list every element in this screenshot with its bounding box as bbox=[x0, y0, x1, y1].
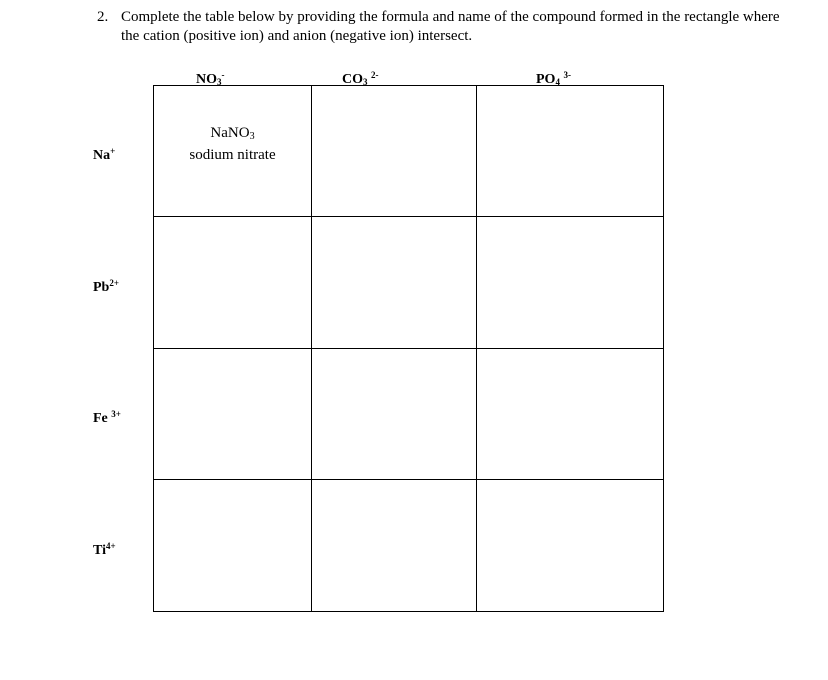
formula-base: NaNO bbox=[210, 125, 250, 141]
cation-symbol: Fe bbox=[93, 411, 108, 426]
cation-charge: 2+ bbox=[109, 278, 119, 288]
example-formula bbox=[154, 124, 311, 146]
anion-charge: - bbox=[221, 70, 225, 80]
example-answer-cell bbox=[154, 124, 311, 165]
row-header-titanium bbox=[93, 537, 116, 560]
example-name: sodium nitrate bbox=[189, 147, 276, 163]
anion-symbol: PO bbox=[536, 72, 556, 87]
formula-subscript: 3 bbox=[249, 131, 255, 142]
anion-charge: 2- bbox=[371, 70, 379, 80]
row-header-iron bbox=[93, 405, 121, 428]
row-header-sodium bbox=[93, 142, 115, 165]
anion-subscript: 3 bbox=[217, 77, 222, 87]
cation-charge: 3+ bbox=[111, 409, 121, 419]
row-divider bbox=[154, 479, 663, 480]
row-divider bbox=[154, 348, 663, 349]
anion-subscript: 4 bbox=[555, 77, 560, 87]
cation-symbol: Ti bbox=[93, 543, 106, 558]
anion-subscript: 3 bbox=[363, 77, 368, 87]
anion-charge: 3- bbox=[563, 70, 571, 80]
row-divider bbox=[154, 216, 663, 217]
anion-symbol: CO bbox=[342, 72, 363, 87]
cation-charge: + bbox=[110, 146, 116, 156]
compound-table bbox=[153, 85, 664, 612]
cation-charge: 4+ bbox=[105, 541, 116, 551]
row-header-lead bbox=[93, 274, 119, 297]
cation-symbol: Pb bbox=[93, 280, 110, 295]
anion-symbol: NO bbox=[196, 72, 217, 87]
cation-symbol: Na bbox=[93, 148, 111, 163]
question-text: Complete the table below by providing the formula and name of the compound formed in the rectangle where the cation (positive ion) and anion (negative ion) intersect. bbox=[121, 9, 780, 44]
question-number: 2. bbox=[97, 9, 109, 25]
